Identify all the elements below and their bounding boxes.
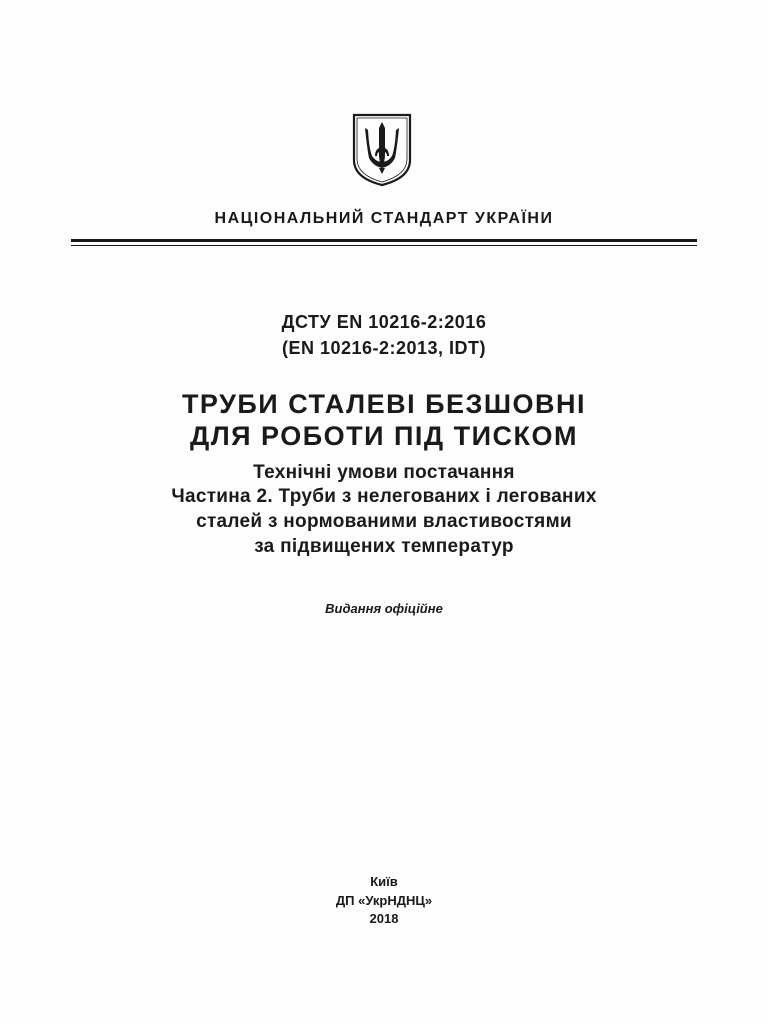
document-title-line-2: ДЛЯ РОБОТИ ПІД ТИСКОМ bbox=[189, 421, 579, 451]
standard-code: ДСТУ EN 10216-2:2016 bbox=[281, 312, 487, 332]
subtitle-line-3: сталей з нормованими властивостями bbox=[196, 511, 572, 532]
subtitle-line-1: Технічні умови постачання bbox=[253, 462, 515, 483]
imprint-city: Київ bbox=[370, 874, 398, 889]
national-standard-heading: НАЦІОНАЛЬНИЙ СТАНДАРТ УКРАЇНИ bbox=[214, 210, 554, 227]
imprint-publisher: ДП «УкрНДНЦ» bbox=[335, 893, 433, 908]
standard-equivalent: (EN 10216-2:2013, IDT) bbox=[281, 338, 487, 358]
tryzub-coat-of-arms-icon bbox=[351, 112, 413, 188]
imprint-year: 2018 bbox=[369, 911, 399, 926]
subtitle-line-2: Частина 2. Труби з нелегованих і легованих bbox=[171, 486, 597, 507]
header-rule-thick bbox=[71, 239, 697, 242]
edition-note: Видання офіційне bbox=[325, 601, 443, 616]
subtitle-line-4: за підвищених температур bbox=[254, 536, 514, 557]
header-rule-thin bbox=[71, 245, 697, 246]
document-title-line-1: ТРУБИ СТАЛЕВІ БЕЗШОВНІ bbox=[181, 389, 587, 419]
